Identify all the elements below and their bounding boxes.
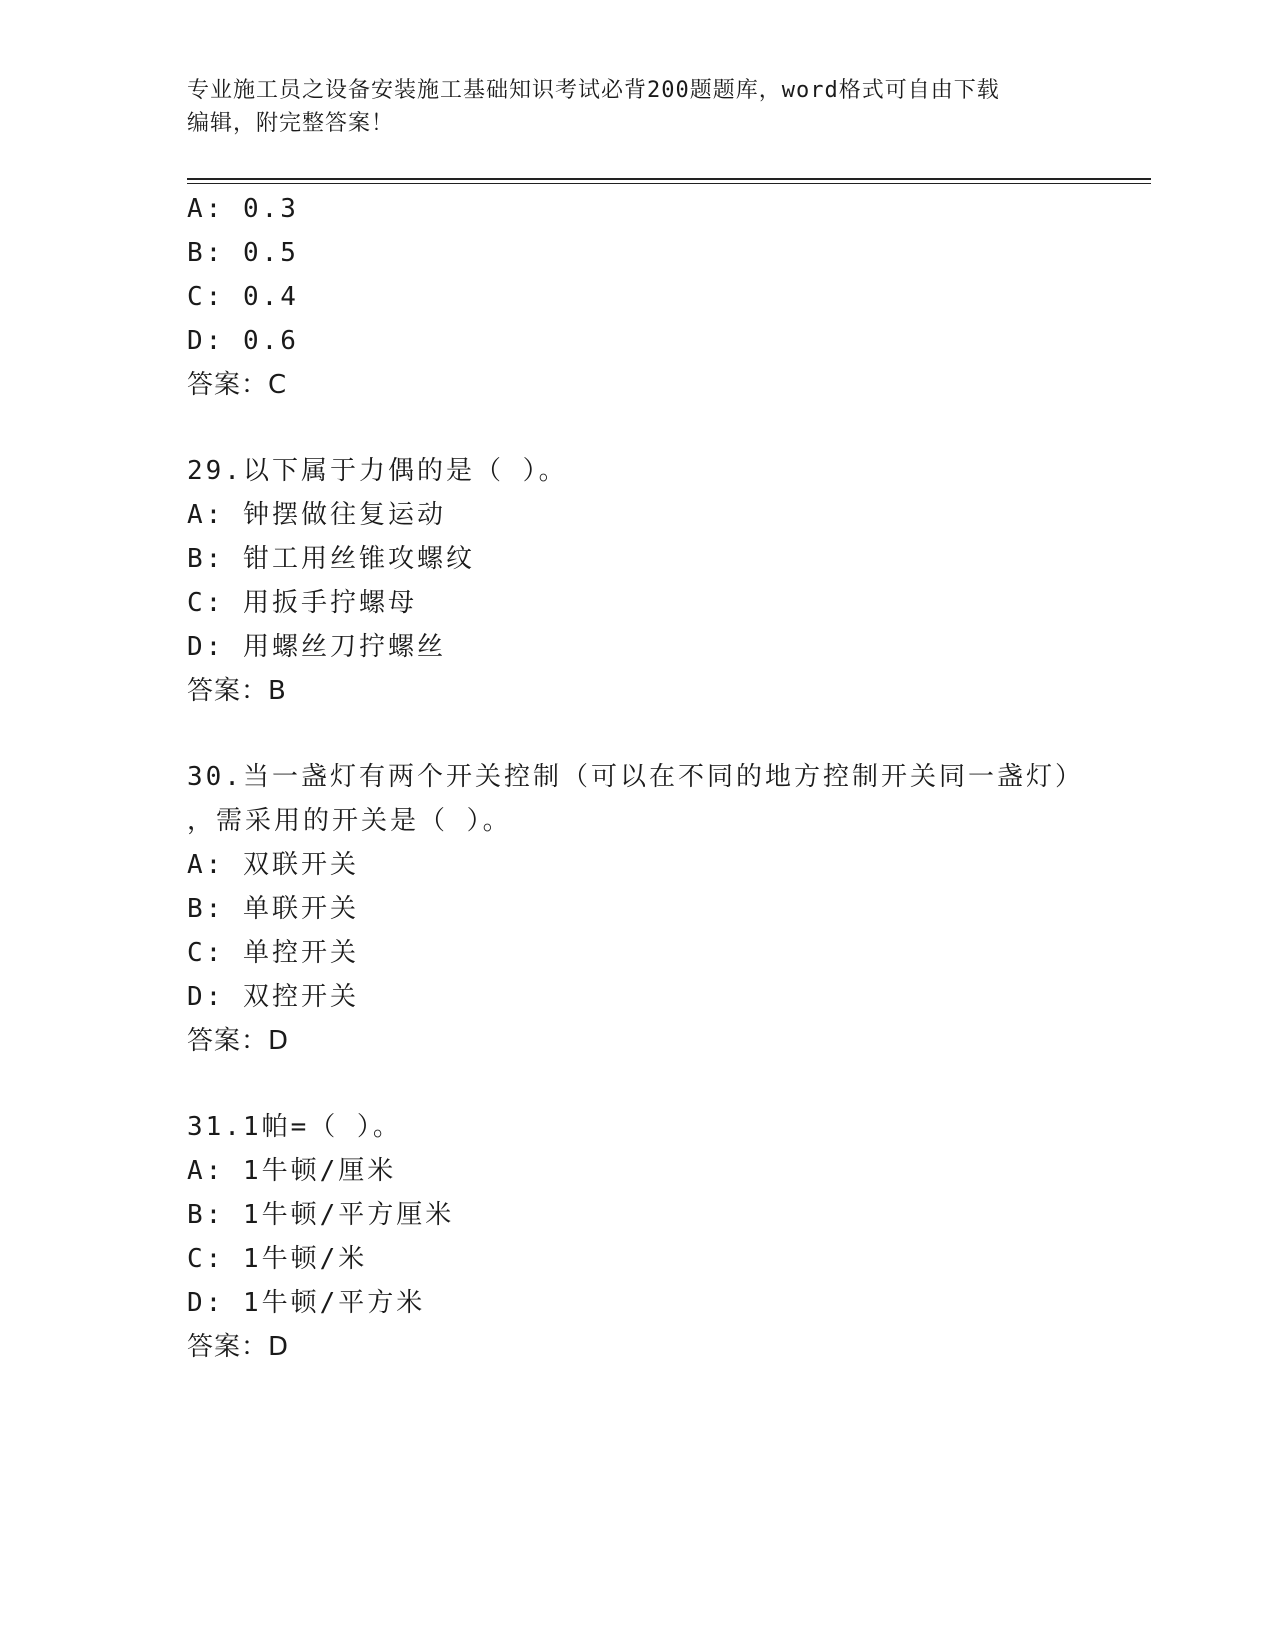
q28-answer: 答案：C <box>187 370 288 400</box>
q30-option-d: D: 双控开关 <box>187 982 359 1012</box>
header-title-line-2: 编辑，附完整答案！ <box>187 111 395 136</box>
q30-option-c: C: 单控开关 <box>187 938 359 968</box>
q29-option-a: A: 钟摆做往复运动 <box>187 500 446 530</box>
q29-answer: 答案：B <box>187 676 287 706</box>
q30-answer: 答案：D <box>187 1026 290 1056</box>
q28-option-c: C: 0.4 <box>187 282 299 312</box>
q31-answer: 答案：D <box>187 1332 290 1362</box>
q30-option-b: B: 单联开关 <box>187 894 359 924</box>
header-divider-thick <box>187 178 1151 180</box>
q31-option-b: B: 1牛顿/平方厘米 <box>187 1200 455 1230</box>
q29-stem: 29.以下属于力偶的是（ ）。 <box>187 456 568 486</box>
q29-option-b: B: 钳工用丝锥攻螺纹 <box>187 544 475 574</box>
q28-option-a: A: 0.3 <box>187 194 299 224</box>
q29-option-c: C: 用扳手拧螺母 <box>187 588 417 618</box>
q31-option-c: C: 1牛顿/米 <box>187 1244 368 1274</box>
q30-stem-line-1: 30.当一盏灯有两个开关控制（可以在不同的地方控制开关同一盏灯） <box>187 762 1084 792</box>
q30-stem-line-2: ，需采用的开关是（ ）。 <box>187 806 512 836</box>
q29-option-d: D: 用螺丝刀拧螺丝 <box>187 632 446 662</box>
header-divider-thin <box>187 183 1151 184</box>
q31-option-a: A: 1牛顿/厘米 <box>187 1156 397 1186</box>
document-header <box>187 74 1087 140</box>
q31-option-d: D: 1牛顿/平方米 <box>187 1288 426 1318</box>
q30-option-a: A: 双联开关 <box>187 850 359 880</box>
header-title-line-1: 专业施工员之设备安装施工基础知识考试必背200题题库，word格式可自由下载 <box>187 78 1000 103</box>
q31-stem: 31.1帕=（ ）。 <box>187 1112 402 1142</box>
q28-option-d: D: 0.6 <box>187 326 299 356</box>
q28-option-b: B: 0.5 <box>187 238 299 268</box>
